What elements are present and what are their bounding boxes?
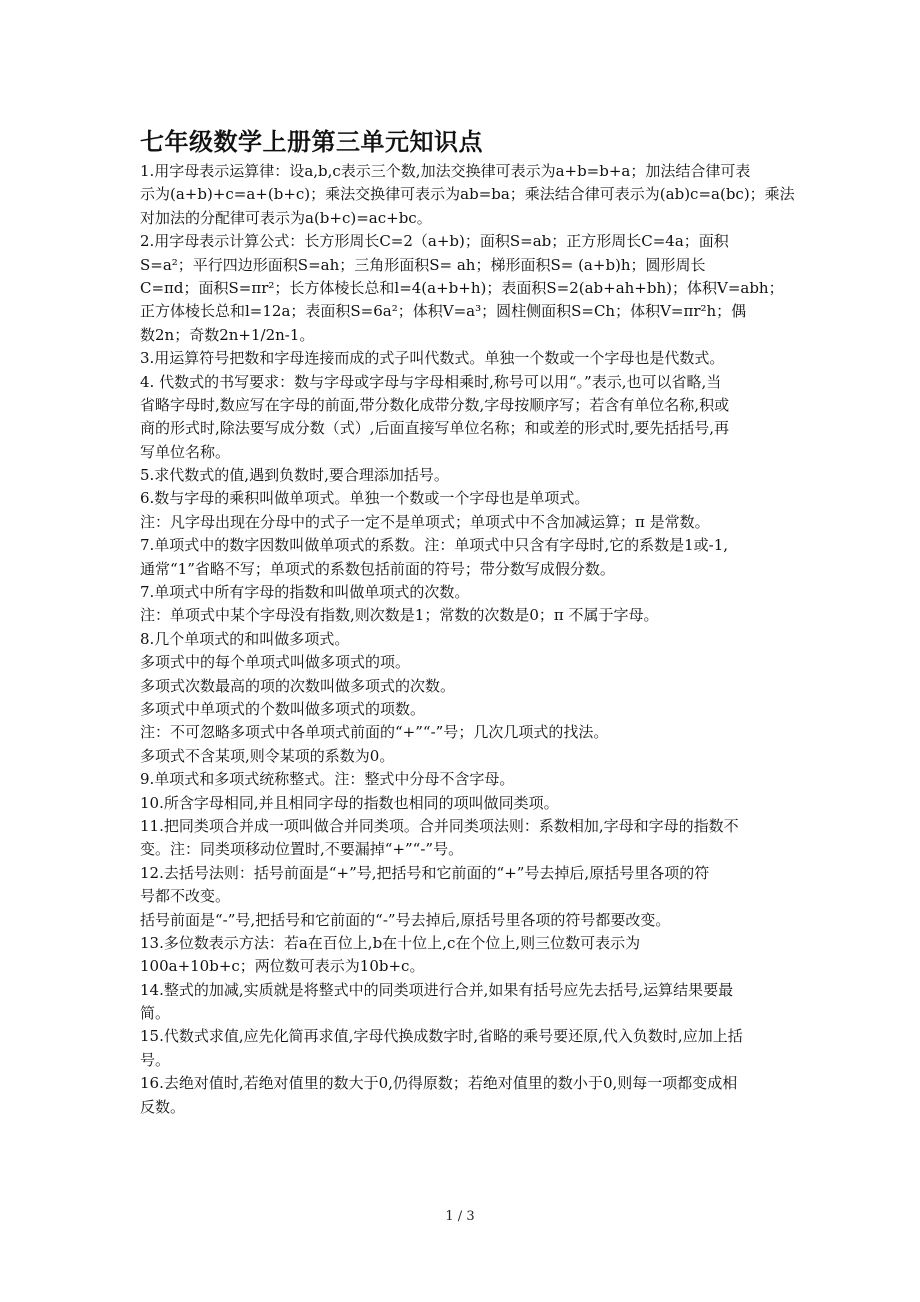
text-line: 示为(a+b)+c=a+(b+c)；乘法交换律可表示为ab=ba；乘法结合律可表示为(ab)c=a(bc)；乘法 <box>140 185 795 204</box>
text-line: 10.所含字母相同,并且相同字母的指数也相同的项叫做同类项。 <box>140 793 559 812</box>
document-title: 七年级数学上册第三单元知识点 <box>140 128 483 156</box>
text-line: 注：凡字母出现在分母中的式子一定不是单项式；单项式中不含加减运算；π 是常数。 <box>140 512 710 531</box>
text-line: 4. 代数式的书写要求：数与字母或字母与字母相乘时,称号可以用“。”表示,也可以省略,当 <box>140 372 722 391</box>
text-line: 正方体棱长总和l=12a；表面积S=6a²；体积V=a³；圆柱侧面积S=Ch；体积V=πr²h；偶 <box>140 302 747 321</box>
text-line: 简。 <box>140 1004 171 1023</box>
text-line: C=πd；面积S=πr²；长方体棱长总和l=4(a+b+h)；表面积S=2(ab+ah+bh)；体积V=abh； <box>140 278 784 297</box>
text-line: 12.去括号法则：括号前面是“+”号,把括号和它前面的“+”号去掉后,原括号里各项的符 <box>140 863 710 882</box>
text-line: 对加法的分配律可表示为a(b+c)=ac+bc。 <box>140 208 432 227</box>
text-line: 100a+10b+c；两位数可表示为10b+c。 <box>140 957 425 976</box>
text-line: 数2n；奇数2n+1/2n-1。 <box>140 325 315 344</box>
text-line: 多项式中的每个单项式叫做多项式的项。 <box>140 653 411 672</box>
text-line: 6.数与字母的乘积叫做单项式。单独一个数或一个字母也是单项式。 <box>140 489 590 508</box>
text-line: 反数。 <box>140 1097 186 1116</box>
text-line: 1.用字母表示运算律：设a,b,c表示三个数,加法交换律可表示为a+b=b+a；加法结合律可表 <box>140 162 751 180</box>
text-line: 9.单项式和多项式统称整式。注：整式中分母不含字母。 <box>140 770 515 789</box>
text-line: 多项式不含某项,则令某项的系数为0。 <box>140 746 395 765</box>
text-line: 注：不可忽略多项式中各单项式前面的“+”“-”号；几次几项式的找法。 <box>140 723 609 742</box>
text-line: 号。 <box>140 1050 171 1069</box>
document-body <box>140 160 795 1119</box>
text-line: 多项式中单项式的个数叫做多项式的项数。 <box>140 699 426 718</box>
text-line: 5.求代数式的值,遇到负数时,要合理添加括号。 <box>140 466 449 485</box>
text-line: 7.单项式中所有字母的指数和叫做单项式的次数。 <box>140 583 470 602</box>
text-line: 号都不改变。 <box>140 887 231 906</box>
text-line: 8.几个单项式的和叫做多项式。 <box>140 629 350 648</box>
text-line: S=a²；平行四边形面积S=ah；三角形面积S= ah；梯形面积S= (a+b)h；圆形周长 <box>140 255 706 274</box>
text-line: 7.单项式中的数字因数叫做单项式的系数。注：单项式中只含有字母时,它的系数是1或-1, <box>140 536 729 555</box>
text-line: 2.用字母表示计算公式：长方形周长C=2（a+b)；面积S=ab；正方形周长C=4a；面积 <box>140 232 729 251</box>
text-line: 写单位名称。 <box>140 442 231 461</box>
text-line: 15.代数式求值,应先化简再求值,字母代换成数字时,省略的乘号要还原,代入负数时,应加上括 <box>140 1027 743 1046</box>
text-line: 14.整式的加减,实质就是将整式中的同类项进行合并,如果有括号应先去括号,运算结果要最 <box>140 980 734 999</box>
text-line: 变。注：同类项移动位置时,不要漏掉“+”“-”号。 <box>140 840 464 859</box>
text-line: 11.把同类项合并成一项叫做合并同类项。合并同类项法则：系数相加,字母和字母的指数不 <box>140 816 739 835</box>
text-line: 13.多位数表示方法：若a在百位上,b在十位上,c在个位上,则三位数可表示为 <box>140 933 641 952</box>
text-line: 省略字母时,数应写在字母的前面,带分数化成带分数,字母按顺序写；若含有单位名称,积或 <box>140 395 730 414</box>
text-line: 通常“1”省略不写；单项式的系数包括前面的符号；带分数写成假分数。 <box>140 559 615 578</box>
text-line: 多项式次数最高的项的次数叫做多项式的次数。 <box>140 676 456 695</box>
page-number: 1 / 3 <box>445 1209 475 1224</box>
text-line: 16.去绝对值时,若绝对值里的数大于0,仍得原数；若绝对值里的数小于0,则每一项都变成相 <box>140 1074 738 1093</box>
text-line: 注：单项式中某个字母没有指数,则次数是1；常数的次数是0；π 不属于字母。 <box>140 606 659 625</box>
text-line: 3.用运算符号把数和字母连接而成的式子叫代数式。单独一个数或一个字母也是代数式。 <box>140 349 725 368</box>
text-line: 括号前面是“-”号,把括号和它前面的“-”号去掉后,原括号里各项的符号都要改变。 <box>140 910 671 929</box>
text-line: 商的形式时,除法要写成分数（式）,后面直接写单位名称；和或差的形式时,要先括括号,再 <box>140 419 730 438</box>
